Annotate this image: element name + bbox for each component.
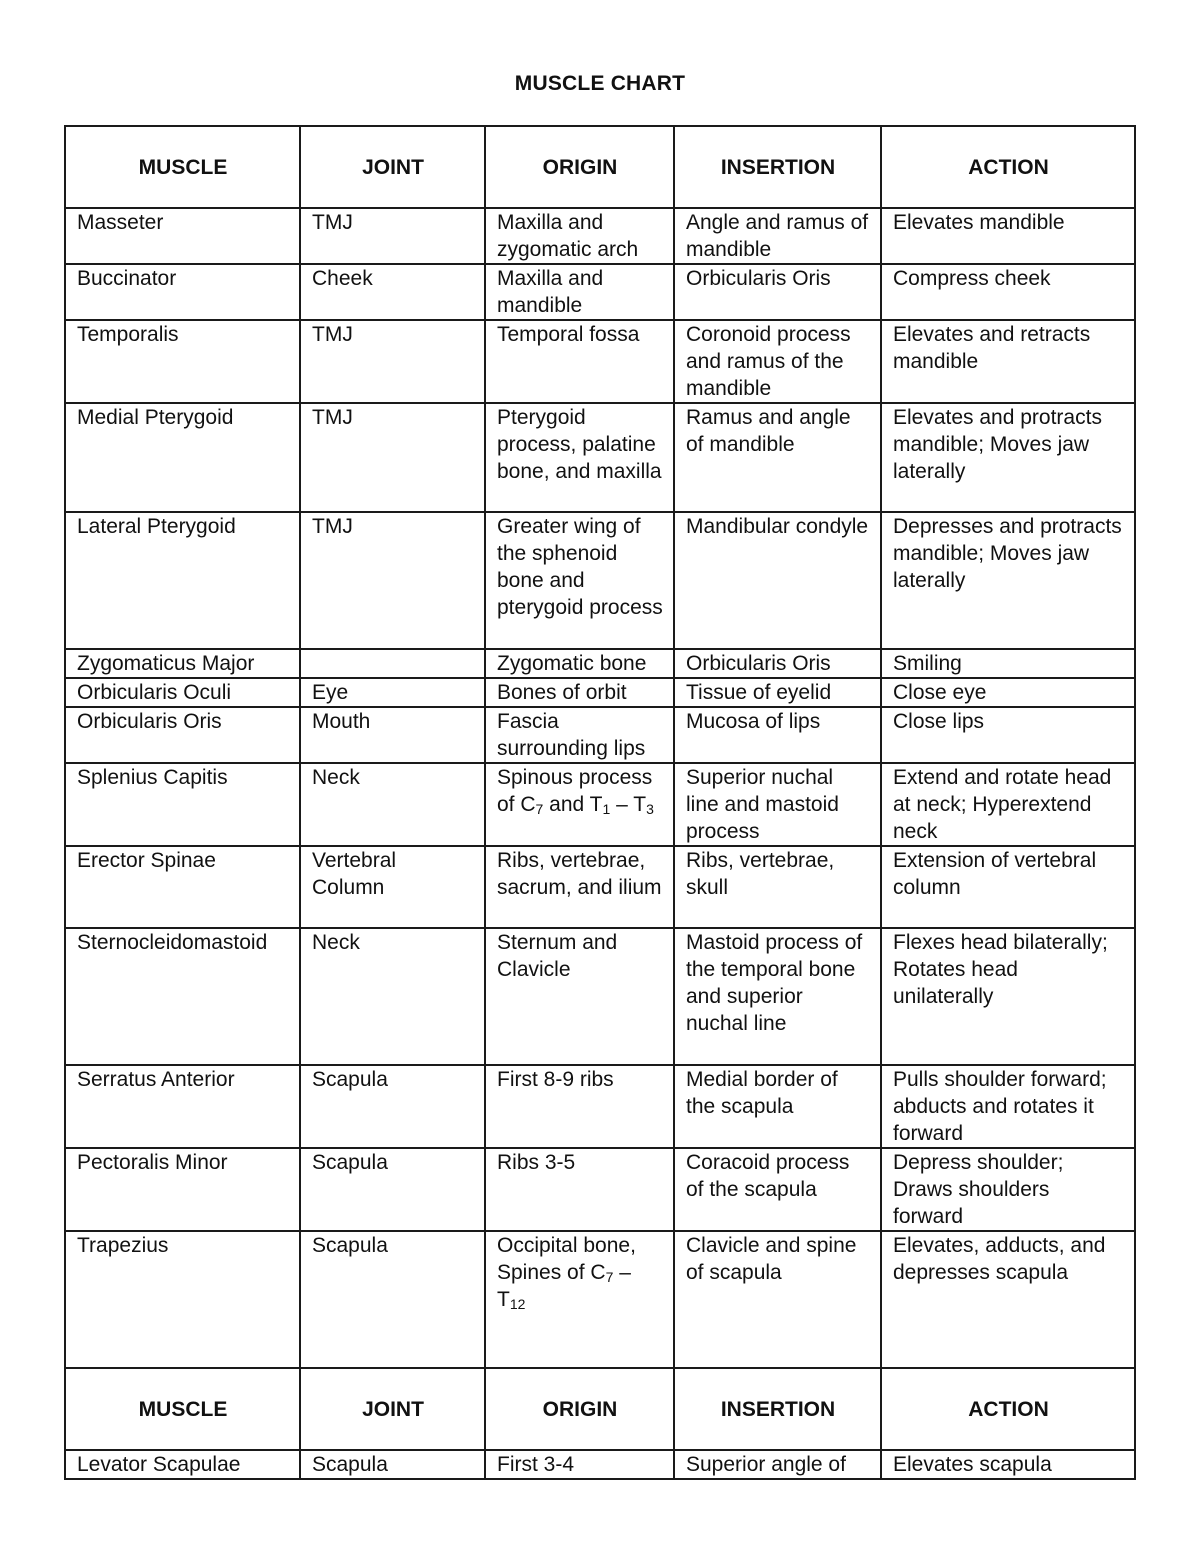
header-insertion: INSERTION [674,126,881,208]
cell-origin: Pterygoid process, palatine bone, and maxilla [485,403,674,512]
cell-origin: Spinous process of $C_7$ and $T_1 - T_3$ [485,763,674,846]
header-muscle: MUSCLE [65,1368,300,1450]
cell-muscle: Buccinator [65,264,300,320]
cell-joint: Scapula [300,1148,485,1231]
table-row [65,512,1135,649]
cell-origin: Temporal fossa [485,320,674,403]
cell-action: Depress shoulder; Draws shoulders forward [881,1148,1135,1231]
cell-insertion: Superior angle of [674,1450,881,1479]
header-action: ACTION [881,1368,1135,1450]
cell-origin: Ribs 3-5 [485,1148,674,1231]
cell-action: Pulls shoulder forward; abducts and rotates it forward [881,1065,1135,1148]
cell-action: Smiling [881,649,1135,678]
cell-joint: Neck [300,928,485,1065]
cell-joint: Mouth [300,707,485,763]
header-action: ACTION [881,126,1135,208]
cell-origin: First 3-4 [485,1450,674,1479]
cell-insertion: Coronoid process and ramus of the mandible [674,320,881,403]
cell-joint: Neck [300,763,485,846]
cell-joint: Cheek [300,264,485,320]
cell-muscle: Sternocleidomastoid [65,928,300,1065]
cell-joint [300,649,485,678]
header-joint: JOINT [300,1368,485,1450]
cell-action: Close eye [881,678,1135,707]
cell-origin: Maxilla and mandible [485,264,674,320]
cell-joint: TMJ [300,208,485,264]
table-row [65,208,1135,264]
cell-insertion: Mastoid process of the temporal bone and superior nuchal line [674,928,881,1065]
table-row [65,1450,1135,1479]
cell-muscle: Medial Pterygoid [65,403,300,512]
header-row-repeat [65,1368,1135,1450]
cell-origin: Bones of orbit [485,678,674,707]
cell-muscle: Pectoralis Minor [65,1148,300,1231]
cell-muscle: Zygomaticus Major [65,649,300,678]
cell-muscle: Lateral Pterygoid [65,512,300,649]
cell-joint: Scapula [300,1231,485,1368]
cell-action: Elevates mandible [881,208,1135,264]
header-origin: ORIGIN [485,126,674,208]
cell-muscle: Levator Scapulae [65,1450,300,1479]
cell-insertion: Superior nuchal line and mastoid process [674,763,881,846]
cell-action: Depresses and protracts mandible; Moves jaw laterally [881,512,1135,649]
cell-origin: Ribs, vertebrae, sacrum, and ilium [485,846,674,928]
cell-insertion: Angle and ramus of mandible [674,208,881,264]
cell-origin: Sternum and Clavicle [485,928,674,1065]
header-joint: JOINT [300,126,485,208]
cell-insertion: Orbicularis Oris [674,649,881,678]
cell-insertion: Clavicle and spine of scapula [674,1231,881,1368]
table-row [65,264,1135,320]
cell-insertion: Tissue of eyelid [674,678,881,707]
cell-origin: Fascia surrounding lips [485,707,674,763]
cell-muscle: Splenius Capitis [65,763,300,846]
table-row [65,1065,1135,1148]
cell-joint: Vertebral Column [300,846,485,928]
header-origin: ORIGIN [485,1368,674,1450]
page-title: MUSCLE CHART [514,72,686,95]
cell-action: Extension of vertebral column [881,846,1135,928]
table-row [65,649,1135,678]
table-row [65,707,1135,763]
table-row [65,1148,1135,1231]
header-insertion: INSERTION [674,1368,881,1450]
cell-joint: Eye [300,678,485,707]
table-row [65,763,1135,846]
cell-joint: Scapula [300,1065,485,1148]
cell-action: Flexes head bilaterally; Rotates head unilaterally [881,928,1135,1065]
cell-action: Close lips [881,707,1135,763]
cell-insertion: Coracoid process of the scapula [674,1148,881,1231]
cell-insertion: Mandibular condyle [674,512,881,649]
cell-origin: First 8-9 ribs [485,1065,674,1148]
cell-muscle: Orbicularis Oculi [65,678,300,707]
cell-insertion: Orbicularis Oris [674,264,881,320]
header-row [65,126,1135,208]
cell-joint: TMJ [300,403,485,512]
cell-joint: TMJ [300,320,485,403]
cell-muscle: Serratus Anterior [65,1065,300,1148]
cell-action: Elevates scapula [881,1450,1135,1479]
cell-insertion: Ramus and angle of mandible [674,403,881,512]
cell-action: Compress cheek [881,264,1135,320]
table-row [65,678,1135,707]
cell-origin: Maxilla and zygomatic arch [485,208,674,264]
muscle-chart-table [64,125,1136,1480]
cell-insertion: Mucosa of lips [674,707,881,763]
table-row [65,846,1135,928]
cell-joint: TMJ [300,512,485,649]
cell-action: Elevates, adducts, and depresses scapula [881,1231,1135,1368]
table-row [65,928,1135,1065]
table-row [65,320,1135,403]
header-muscle: MUSCLE [65,126,300,208]
cell-insertion: Ribs, vertebrae, skull [674,846,881,928]
cell-action: Elevates and protracts mandible; Moves jaw laterally [881,403,1135,512]
cell-insertion: Medial border of the scapula [674,1065,881,1148]
cell-muscle: Masseter [65,208,300,264]
cell-muscle: Temporalis [65,320,300,403]
cell-action: Extend and rotate head at neck; Hyperextend neck [881,763,1135,846]
cell-origin: Greater wing of the sphenoid bone and pterygoid process [485,512,674,649]
cell-origin: Occipital bone, Spines of $C_7 - T_{12}$ [485,1231,674,1368]
cell-action: Elevates and retracts mandible [881,320,1135,403]
cell-muscle: Erector Spinae [65,846,300,928]
cell-origin: Zygomatic bone [485,649,674,678]
table-row [65,1231,1135,1368]
cell-joint: Scapula [300,1450,485,1479]
cell-muscle: Trapezius [65,1231,300,1368]
table-row [65,403,1135,512]
cell-muscle: Orbicularis Oris [65,707,300,763]
